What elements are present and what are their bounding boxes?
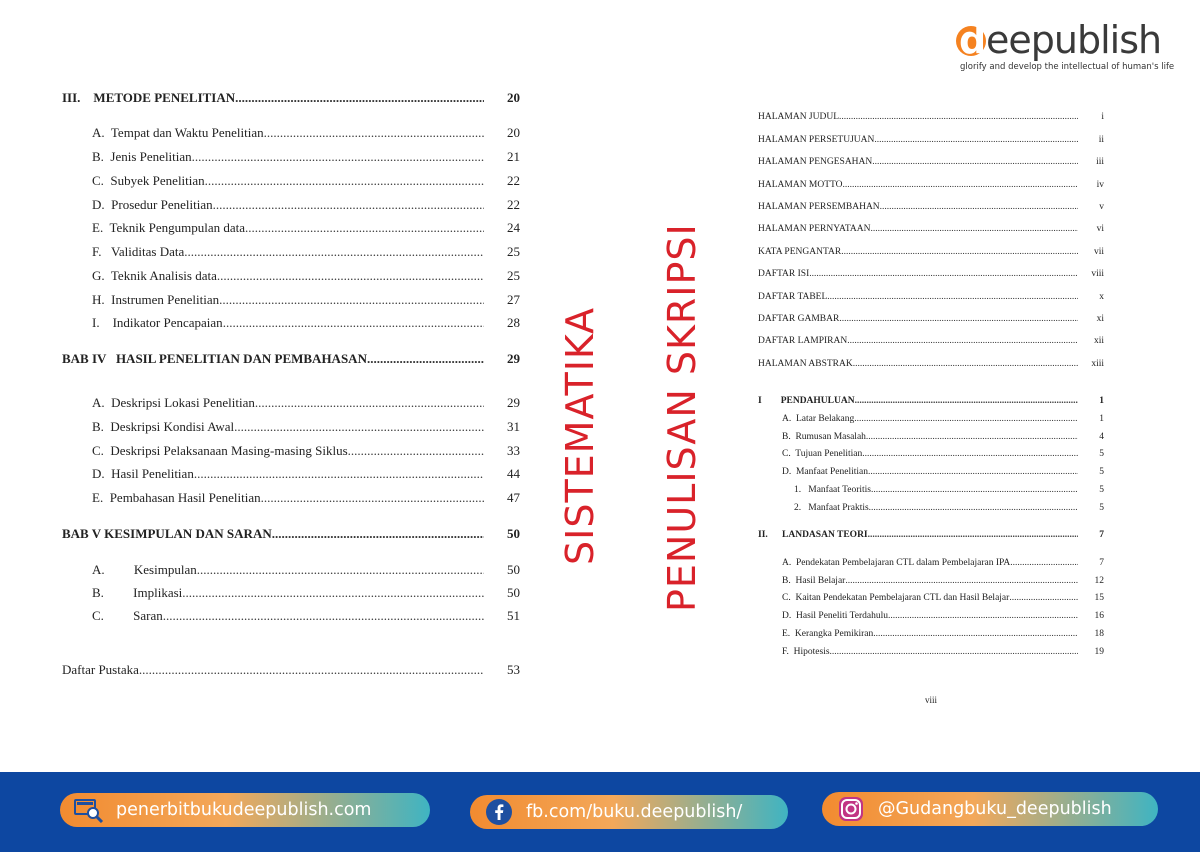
left-toc-row: [92, 197, 520, 213]
right-toc-page: 5: [1099, 449, 1104, 459]
right-toc-label: HALAMAN PERSEMBAHAN: [758, 202, 880, 212]
right-toc-leader: [853, 359, 1078, 369]
right-toc-page: xiii: [1091, 359, 1104, 369]
left-toc-row: [92, 220, 520, 236]
right-toc-leader: [872, 157, 1078, 167]
right-toc-leader: [847, 336, 1078, 346]
left-toc-page: 50: [507, 585, 520, 600]
right-toc-page: 15: [1094, 593, 1104, 603]
right-toc-page: 5: [1099, 467, 1104, 477]
left-toc-row: [92, 395, 520, 411]
right-toc-page: 12: [1094, 576, 1104, 586]
right-toc-leader: [869, 503, 1078, 513]
right-toc-label: D. Manfaat Penelitian: [782, 467, 869, 477]
right-toc-label: HALAMAN PERSETUJUAN: [758, 135, 875, 145]
right-toc-row: [782, 576, 1104, 586]
right-toc-leader: [809, 269, 1078, 279]
right-toc-label: II. LANDASAN TEORI: [758, 530, 868, 540]
left-toc-row: [92, 419, 520, 435]
left-toc-leader: [219, 292, 484, 308]
left-toc-page: 29: [507, 395, 520, 410]
deepublish-logo: [956, 18, 1175, 76]
right-toc-leader: [839, 112, 1078, 122]
right-toc-leader: [868, 530, 1078, 540]
right-toc-label: C. Kaitan Pendekatan Pembelajaran CTL dan Hasil Belajar: [782, 593, 1010, 603]
right-toc-page: xi: [1096, 314, 1104, 324]
right-toc-label: A. Latar Belakang: [782, 414, 855, 424]
right-toc-page: x: [1099, 292, 1104, 302]
right-toc-label: DAFTAR TABEL: [758, 292, 828, 302]
right-toc-row: [782, 467, 1104, 477]
right-toc-row: [758, 314, 1104, 324]
right-toc-leader: [843, 180, 1078, 190]
right-toc-row: [758, 180, 1104, 190]
left-toc-label: BAB V KESIMPULAN DAN SARAN: [62, 526, 272, 541]
instagram-link[interactable]: [822, 792, 1158, 826]
right-toc-row: [782, 593, 1104, 603]
left-toc-row: [62, 662, 520, 678]
left-toc-leader: [163, 608, 484, 624]
left-toc-page: 20: [507, 125, 520, 140]
right-toc-leader: [874, 135, 1078, 145]
facebook-link[interactable]: [470, 795, 788, 829]
right-toc-row: [758, 396, 1104, 406]
left-toc-leader: [235, 90, 484, 106]
right-toc-label: D. Hasil Peneliti Terdahulu: [782, 611, 889, 621]
left-toc-label: B. Deskripsi Kondisi Awal: [92, 419, 235, 434]
right-toc-row: [782, 449, 1104, 459]
right-toc-page: 1: [1099, 414, 1104, 424]
logo-wordmark: deepublish: [956, 18, 1161, 62]
right-toc-label: B. Hasil Belajar: [782, 576, 846, 586]
right-toc-label: DAFTAR GAMBAR: [758, 314, 840, 324]
right-toc-page: iii: [1096, 157, 1104, 167]
left-toc-row: [92, 466, 520, 482]
left-toc-label: C. Saran: [92, 608, 163, 623]
right-toc-leader: [870, 224, 1078, 234]
right-toc-label: I PENDAHULUAN: [758, 396, 855, 406]
left-toc-page: 53: [507, 662, 520, 677]
right-toc-leader: [841, 247, 1078, 257]
left-toc-page: 28: [507, 315, 520, 330]
left-toc-row: [62, 351, 520, 367]
left-toc-label: A. Tempat dan Waktu Penelitian: [92, 125, 264, 140]
logo-d-mark: d: [956, 18, 986, 62]
right-toc-page: v: [1099, 202, 1104, 212]
title-line-2: PENULISAN SKRIPSI: [660, 223, 704, 612]
left-toc-page: 31: [507, 419, 520, 434]
left-toc-leader: [223, 315, 484, 331]
left-toc-leader: [192, 149, 484, 165]
left-toc-label: I. Indikator Pencapaian: [92, 315, 223, 330]
right-toc-leader: [862, 449, 1078, 459]
left-toc-label: III. METODE PENELITIAN: [62, 90, 236, 105]
left-toc-row: [92, 608, 520, 624]
title-line-1: SISTEMATIKA: [558, 306, 602, 565]
right-toc-row: [758, 292, 1104, 302]
right-toc-leader: [873, 629, 1078, 639]
right-toc-page: 7: [1099, 530, 1104, 540]
left-toc-label: E. Pembahasan Hasil Penelitian: [92, 490, 261, 505]
right-toc-label: HALAMAN ABSTRAK: [758, 359, 853, 369]
right-toc-page: viii: [1091, 269, 1104, 279]
left-toc-page: 44: [507, 466, 520, 481]
right-toc-row: [782, 414, 1104, 424]
left-toc-row: [92, 244, 520, 260]
left-toc-page: 27: [507, 292, 520, 307]
right-toc-row: [758, 202, 1104, 212]
right-toc-label: HALAMAN JUDUL: [758, 112, 840, 122]
right-toc-label: F. Hipotesis: [782, 647, 830, 657]
page-number: viii: [925, 695, 938, 705]
right-toc-page: 5: [1099, 503, 1104, 513]
left-toc-row: [62, 526, 520, 542]
facebook-label: fb.com/buku.deepublish/: [526, 802, 743, 822]
left-toc-page: 24: [507, 220, 520, 235]
right-toc-page: i: [1101, 112, 1104, 122]
right-toc-label: KATA PENGANTAR: [758, 247, 842, 257]
left-toc-leader: [261, 490, 484, 506]
left-toc-row: [92, 173, 520, 189]
instagram-label: @Gudangbuku_deepublish: [878, 799, 1112, 819]
left-toc-label: C. Subyek Penelitian: [92, 173, 205, 188]
right-toc-label: A. Pendekatan Pembelajaran CTL dalam Pembelajaran IPA: [782, 558, 1011, 568]
right-toc-row: [758, 135, 1104, 145]
left-toc-page: 50: [507, 562, 520, 577]
facebook-icon: [484, 799, 514, 825]
left-toc-row: [92, 562, 520, 578]
left-toc-leader: [213, 197, 484, 213]
right-toc-label: C. Tujuan Penelitian: [782, 449, 863, 459]
right-toc-page: 16: [1094, 611, 1104, 621]
left-toc-label: F. Validitas Data: [92, 244, 185, 259]
right-toc-page: vi: [1096, 224, 1104, 234]
right-toc-leader: [1010, 558, 1078, 568]
right-toc-leader: [866, 432, 1078, 442]
right-toc-leader: [827, 292, 1078, 302]
right-toc-leader: [871, 485, 1078, 495]
right-toc-row: [782, 629, 1104, 639]
website-link[interactable]: [60, 793, 430, 827]
right-toc-label: HALAMAN PERNYATAAN: [758, 224, 871, 234]
right-toc-label: HALAMAN PENGESAHAN: [758, 157, 873, 167]
left-toc-row: [92, 585, 520, 601]
left-toc-row: [62, 90, 520, 106]
left-toc-page: 29: [507, 351, 520, 366]
left-toc-row: [92, 149, 520, 165]
left-toc-page: 20: [507, 90, 520, 105]
left-toc-leader: [184, 244, 484, 260]
right-toc-leader: [845, 576, 1078, 586]
left-toc-leader: [264, 125, 484, 141]
right-toc-row: [794, 503, 1104, 513]
right-toc-leader: [1009, 593, 1078, 603]
left-toc-leader: [139, 662, 484, 678]
left-toc-label: G. Teknik Analisis data: [92, 268, 217, 283]
left-toc-label: A. Deskripsi Lokasi Penelitian: [92, 395, 255, 410]
left-toc-row: [92, 315, 520, 331]
left-toc-label: Daftar Pustaka: [62, 662, 139, 677]
left-toc-page: 21: [507, 149, 520, 164]
left-toc-leader: [197, 562, 484, 578]
left-toc-page: 47: [507, 490, 520, 505]
logo-tagline: glorify and develop the intellectual of human's life: [960, 62, 1175, 72]
right-toc-row: [758, 157, 1104, 167]
right-toc-page: ii: [1098, 135, 1104, 145]
right-toc-page: 7: [1099, 558, 1104, 568]
right-toc-page: 5: [1099, 485, 1104, 495]
left-toc-leader: [234, 419, 484, 435]
right-toc-page: 4: [1099, 432, 1104, 442]
left-toc-label: D. Hasil Penelitian: [92, 466, 194, 481]
right-toc-page: 1: [1099, 396, 1104, 406]
right-toc-label: DAFTAR ISI: [758, 269, 810, 279]
right-toc-row: [794, 485, 1104, 495]
right-toc-row: [758, 336, 1104, 346]
left-toc-label: B. Jenis Penelitian: [92, 149, 192, 164]
left-toc-label: B. Implikasi: [92, 585, 183, 600]
left-toc-row: [92, 292, 520, 308]
left-toc-page: 33: [507, 443, 520, 458]
left-toc-label: BAB IV HASIL PENELITIAN DAN PEMBAHASAN: [62, 351, 367, 366]
left-toc-row: [92, 125, 520, 141]
left-toc-page: 22: [507, 197, 520, 212]
right-toc-leader: [839, 314, 1078, 324]
left-toc-row: [92, 443, 520, 459]
left-toc-page: 22: [507, 173, 520, 188]
right-toc-label: 1. Manfaat Teoritis: [794, 485, 871, 495]
right-toc-row: [782, 432, 1104, 442]
left-toc-leader: [272, 526, 484, 542]
left-toc-page: 51: [507, 608, 520, 623]
right-toc-label: HALAMAN MOTTO: [758, 180, 843, 190]
left-toc-page: 50: [507, 526, 520, 541]
right-toc-label: 2. Manfaat Praktis: [794, 503, 869, 513]
web-search-icon: [74, 797, 104, 823]
right-toc-leader: [855, 396, 1078, 406]
right-toc-page: iv: [1096, 180, 1104, 190]
left-toc-leader: [217, 268, 484, 284]
right-toc-row: [758, 359, 1104, 369]
left-toc-leader: [245, 220, 484, 236]
footer-bar: [0, 772, 1200, 852]
right-toc-page: vii: [1093, 247, 1104, 257]
right-toc-label: DAFTAR LAMPIRAN: [758, 336, 848, 346]
right-toc-row: [758, 530, 1104, 540]
right-toc-leader: [830, 647, 1078, 657]
right-toc-page: xii: [1093, 336, 1104, 346]
left-toc-leader: [348, 443, 484, 459]
left-toc-label: A. Kesimpulan: [92, 562, 197, 577]
right-toc-leader: [880, 202, 1078, 212]
left-toc-row: [92, 490, 520, 506]
right-toc-row: [758, 224, 1104, 234]
left-toc-label: D. Prosedur Penelitian: [92, 197, 213, 212]
right-toc-row: [782, 647, 1104, 657]
left-toc-page: 25: [507, 244, 520, 259]
right-toc-row: [782, 558, 1104, 568]
right-toc-row: [782, 611, 1104, 621]
right-toc-leader: [868, 467, 1078, 477]
left-toc-leader: [194, 466, 484, 482]
left-toc-row: [92, 268, 520, 284]
left-toc-leader: [205, 173, 484, 189]
right-toc-label: E. Kerangka Pemikiran: [782, 629, 874, 639]
left-toc-leader: [255, 395, 484, 411]
right-toc-row: [758, 269, 1104, 279]
right-toc-page: 19: [1094, 647, 1104, 657]
right-toc-page: 18: [1094, 629, 1104, 639]
website-label: penerbitbukudeepublish.com: [116, 800, 372, 820]
left-toc-leader: [182, 585, 484, 601]
right-toc-leader: [854, 414, 1078, 424]
left-toc-label: C. Deskripsi Pelaksanaan Masing-masing Siklus: [92, 443, 348, 458]
left-toc-label: H. Instrumen Penelitian: [92, 292, 220, 307]
instagram-icon: [836, 796, 866, 822]
left-toc-leader: [367, 351, 484, 367]
right-toc-row: [758, 112, 1104, 122]
left-toc-page: 25: [507, 268, 520, 283]
right-toc-leader: [888, 611, 1078, 621]
right-toc-label: B. Rumusan Masalah: [782, 432, 866, 442]
left-toc-label: E. Teknik Pengumpulan data: [92, 220, 246, 235]
right-toc-row: [758, 247, 1104, 257]
